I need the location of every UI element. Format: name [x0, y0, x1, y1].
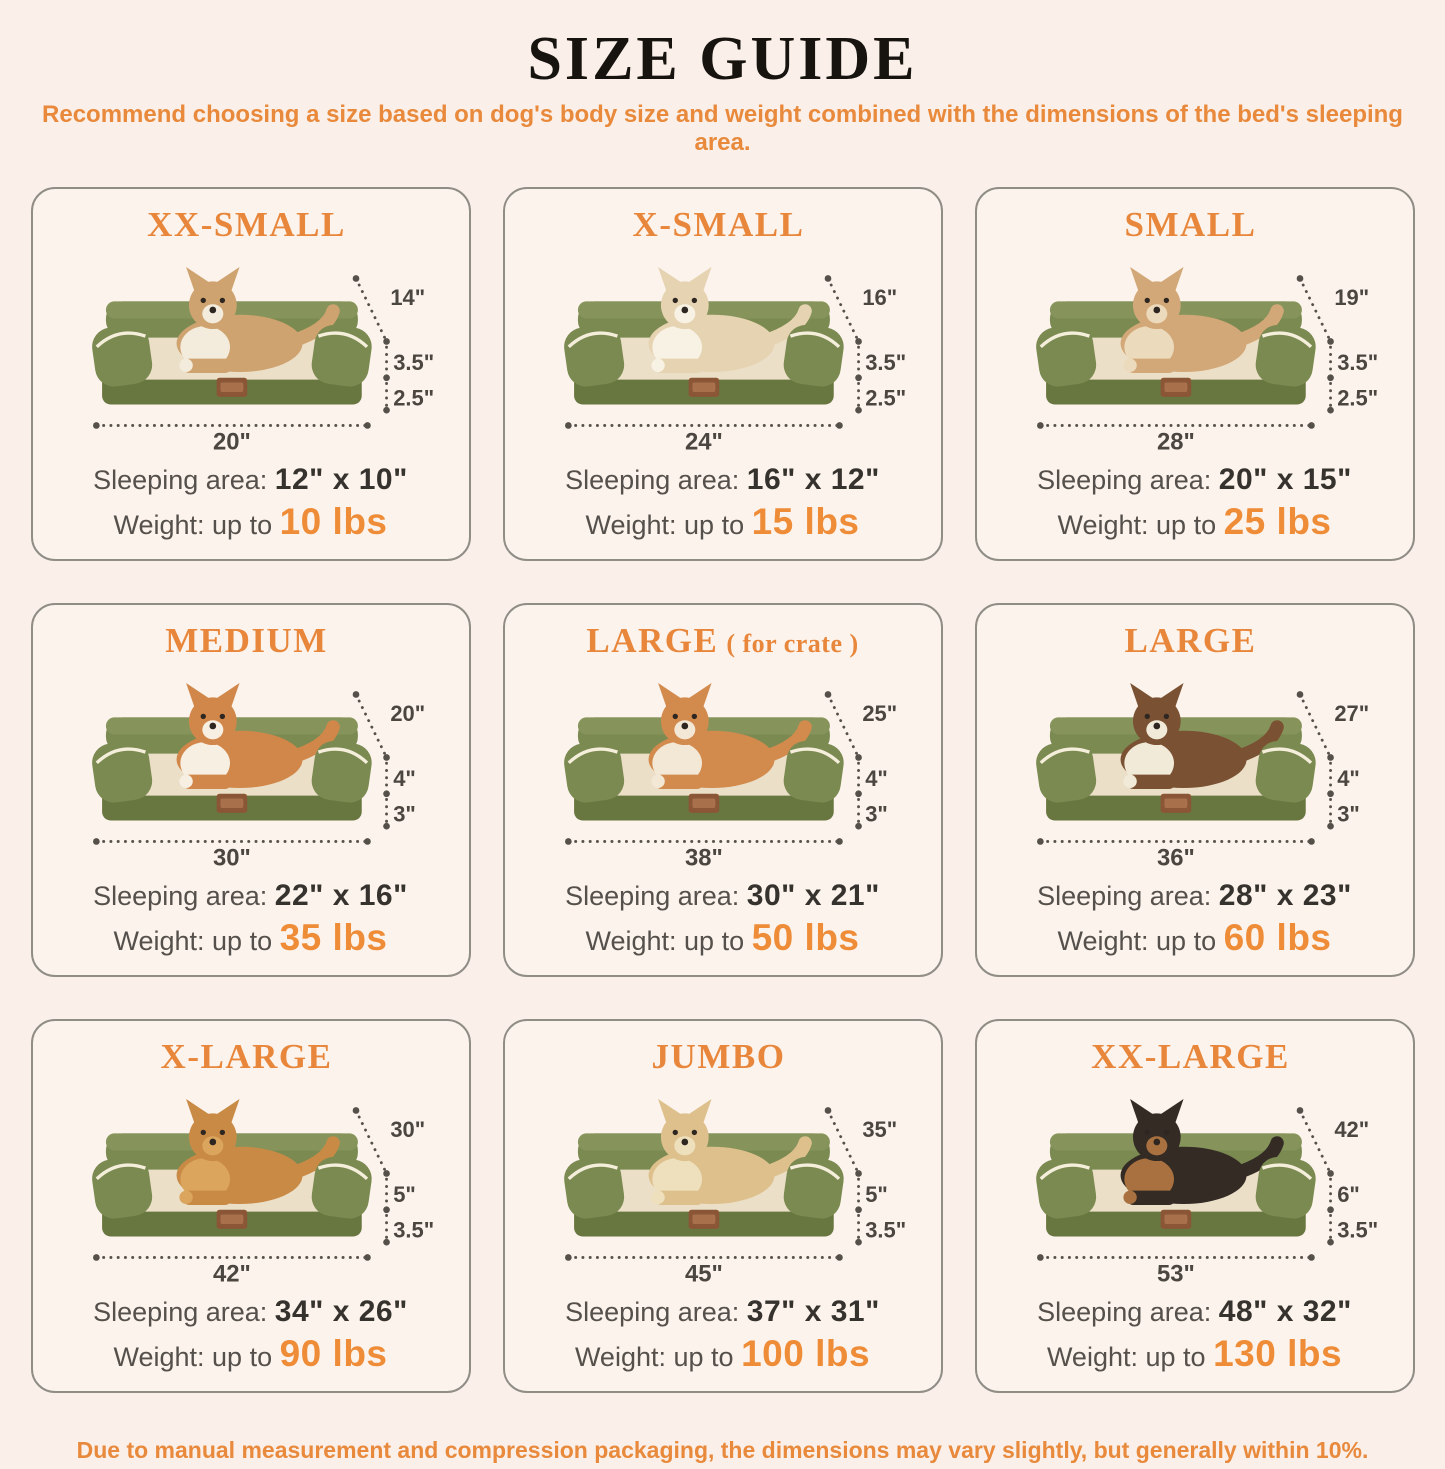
- pet-paw: [651, 359, 664, 372]
- size-card-medium: [31, 603, 471, 977]
- card-size-title: [513, 205, 933, 245]
- card-size-label: LARGE: [1124, 621, 1257, 660]
- dimension-dot: [383, 1239, 390, 1246]
- bed-left-arm: [89, 738, 154, 805]
- pet-paw: [1123, 359, 1136, 372]
- depth-dimension-label: 19": [1333, 285, 1369, 311]
- pet-nose: [209, 723, 216, 730]
- dimension-dot: [836, 422, 843, 429]
- card-size-label: LARGE: [586, 621, 719, 660]
- size-card-large: [975, 603, 1415, 977]
- bed-right-arm: [309, 322, 374, 389]
- bolster-height-label: 4": [864, 766, 888, 792]
- weight-line: [985, 501, 1405, 543]
- sleeping-area-line: [985, 463, 1405, 497]
- sleeping-area-line: [513, 1295, 933, 1329]
- weight-label: Weight: up to: [585, 926, 745, 956]
- dimension-dot: [1327, 1170, 1334, 1177]
- pet-paw: [179, 1191, 192, 1204]
- card-size-note: ( for crate ): [726, 629, 859, 658]
- brand-label-inner: [692, 799, 715, 809]
- bed-illustration: [985, 663, 1405, 871]
- sleeping-area-value: 37" x 31": [746, 1295, 880, 1328]
- weight-line: [41, 1333, 461, 1375]
- dimension-dot: [383, 1206, 390, 1213]
- base-height-label: 3": [392, 801, 416, 827]
- dimension-dot: [352, 275, 359, 282]
- sleeping-area-line: [41, 463, 461, 497]
- weight-value: 60 lbs: [1223, 917, 1332, 958]
- bed-left-arm: [89, 1154, 154, 1221]
- sleeping-area-value: 20" x 15": [1218, 463, 1352, 496]
- depth-dimension-label: 25": [861, 701, 897, 727]
- weight-value: 130 lbs: [1213, 1333, 1343, 1374]
- pet-nose: [681, 723, 688, 730]
- card-size-label: XX-LARGE: [1091, 1037, 1290, 1076]
- pet-nose: [209, 307, 216, 314]
- base-height-label: 3.5": [1336, 1217, 1378, 1243]
- pet-eye-left: [200, 298, 205, 303]
- bed-left-arm: [89, 322, 154, 389]
- weight-value: 15 lbs: [751, 501, 860, 542]
- bed-right-arm: [309, 738, 374, 805]
- bed-right-arm: [309, 1154, 374, 1221]
- dimension-dot: [855, 338, 862, 345]
- dimension-dot: [855, 407, 862, 414]
- dimension-dot: [1308, 422, 1315, 429]
- sleeping-area-label: Sleeping area:: [93, 881, 268, 911]
- brand-label-inner: [220, 799, 243, 809]
- dimension-dot: [1037, 422, 1044, 429]
- bed-photo: [985, 1079, 1405, 1287]
- width-dimension-label: 53": [1156, 1260, 1195, 1287]
- sleeping-area-label: Sleeping area:: [1037, 1297, 1212, 1327]
- dimension-dot: [1296, 691, 1303, 698]
- base-height-label: 2.5": [864, 385, 906, 411]
- dimension-dot: [93, 838, 100, 845]
- sleeping-area-label: Sleeping area:: [1037, 465, 1212, 495]
- pet-eye-left: [1144, 1130, 1149, 1135]
- dimension-dot: [364, 422, 371, 429]
- dimension-dot: [836, 838, 843, 845]
- bolster-height-label: 3.5": [1336, 350, 1378, 376]
- width-dimension-label: 20": [212, 428, 251, 455]
- dimension-dot: [383, 1170, 390, 1177]
- pet-eye-right: [1163, 714, 1168, 719]
- dimension-dot: [565, 422, 572, 429]
- bed-photo: [985, 663, 1405, 871]
- pet-paw: [179, 775, 192, 788]
- dimension-dot: [383, 338, 390, 345]
- dimension-dot: [352, 691, 359, 698]
- depth-dimension-label: 14": [389, 285, 425, 311]
- bed-right-arm: [1253, 738, 1318, 805]
- dimension-dot: [565, 838, 572, 845]
- weight-line: [41, 917, 461, 959]
- weight-label: Weight: up to: [113, 510, 273, 540]
- bolster-height-label: 6": [1336, 1182, 1360, 1208]
- sleeping-area-label: Sleeping area:: [93, 465, 268, 495]
- card-size-label: JUMBO: [651, 1037, 786, 1076]
- dimension-dot: [383, 823, 390, 830]
- pet-nose: [1153, 307, 1160, 314]
- card-size-title: [513, 1037, 933, 1077]
- bed-illustration: [985, 1079, 1405, 1287]
- bed-right-arm: [1253, 1154, 1318, 1221]
- bed-illustration: [41, 1079, 461, 1287]
- dimension-dot: [1327, 1239, 1334, 1246]
- size-card-large-crate: [503, 603, 943, 977]
- dimension-dot: [383, 374, 390, 381]
- bed-left-arm: [1033, 1154, 1098, 1221]
- base-height-label: 3": [1336, 801, 1360, 827]
- pet-eye-right: [219, 714, 224, 719]
- pet-paw: [1123, 775, 1136, 788]
- bolster-height-label: 5": [864, 1182, 888, 1208]
- sleeping-area-value: 22" x 16": [274, 879, 408, 912]
- bed-left-arm: [561, 738, 626, 805]
- pet-paw: [1123, 1191, 1136, 1204]
- pet-eye-right: [219, 298, 224, 303]
- weight-line: [513, 1333, 933, 1375]
- bed-illustration: [513, 247, 933, 455]
- base-height-label: 3.5": [864, 1217, 906, 1243]
- pet-nose: [1153, 723, 1160, 730]
- bed-illustration: [41, 247, 461, 455]
- sleeping-area-line: [41, 1295, 461, 1329]
- size-card-jumbo: [503, 1019, 943, 1393]
- weight-value: 25 lbs: [1223, 501, 1332, 542]
- dimension-dot: [1327, 790, 1334, 797]
- bed-right-arm: [781, 738, 846, 805]
- weight-label: Weight: up to: [574, 1342, 734, 1372]
- size-card-small: [975, 187, 1415, 561]
- weight-label: Weight: up to: [1046, 1342, 1206, 1372]
- bed-photo: [41, 1079, 461, 1287]
- size-card-xx-large: [975, 1019, 1415, 1393]
- depth-dimension-label: 16": [861, 285, 897, 311]
- base-height-label: 2.5": [1336, 385, 1378, 411]
- bed-left-arm: [561, 1154, 626, 1221]
- pet-eye-left: [200, 714, 205, 719]
- weight-line: [41, 501, 461, 543]
- depth-dimension-label: 42": [1333, 1117, 1369, 1143]
- weight-value: 90 lbs: [279, 1333, 388, 1374]
- dimension-dot: [855, 754, 862, 761]
- weight-line: [985, 917, 1405, 959]
- pet-eye-left: [672, 714, 677, 719]
- bed-right-arm: [1253, 322, 1318, 389]
- card-size-title: [985, 205, 1405, 245]
- weight-label: Weight: up to: [585, 510, 745, 540]
- dimension-dot: [855, 374, 862, 381]
- pet-eye-left: [200, 1130, 205, 1135]
- bolster-height-label: 4": [392, 766, 416, 792]
- dimension-dot: [1327, 1206, 1334, 1213]
- width-dimension-label: 36": [1156, 844, 1195, 871]
- bed-illustration: [985, 247, 1405, 455]
- footer-note: Due to manual measurement and compression packaging, the dimensions may vary slightly, but generally within 10%.: [76, 1437, 1369, 1463]
- dimension-dot: [1327, 407, 1334, 414]
- weight-line: [985, 1333, 1405, 1375]
- pet-nose: [1153, 1139, 1160, 1146]
- weight-value: 10 lbs: [279, 501, 388, 542]
- bed-illustration: [513, 1079, 933, 1287]
- width-dimension-label: 24": [684, 428, 723, 455]
- depth-dimension-label: 27": [1333, 701, 1369, 727]
- pet-eye-right: [691, 298, 696, 303]
- dimension-dot: [364, 1254, 371, 1261]
- bolster-height-label: 5": [392, 1182, 416, 1208]
- sleeping-area-value: 30" x 21": [746, 879, 880, 912]
- pet-eye-right: [691, 714, 696, 719]
- dimension-dot: [824, 1107, 831, 1114]
- sleeping-area-label: Sleeping area:: [565, 1297, 740, 1327]
- weight-label: Weight: up to: [1057, 926, 1217, 956]
- brand-label-inner: [220, 1215, 243, 1225]
- bed-illustration: [41, 663, 461, 871]
- bed-left-arm: [1033, 738, 1098, 805]
- dimension-dot: [1037, 1254, 1044, 1261]
- pet-paw: [651, 1191, 664, 1204]
- dimension-dot: [824, 691, 831, 698]
- weight-label: Weight: up to: [1057, 510, 1217, 540]
- dimension-dot: [824, 275, 831, 282]
- pet-eye-left: [1144, 714, 1149, 719]
- dimension-dot: [855, 1170, 862, 1177]
- pet-nose: [681, 1139, 688, 1146]
- bed-right-arm: [781, 1154, 846, 1221]
- dimension-dot: [855, 823, 862, 830]
- depth-dimension-label: 35": [861, 1117, 897, 1143]
- sleeping-area-value: 48" x 32": [1218, 1295, 1352, 1328]
- sleeping-area-value: 34" x 26": [274, 1295, 408, 1328]
- width-dimension-label: 30": [212, 844, 251, 871]
- card-size-label: MEDIUM: [165, 621, 328, 660]
- dimension-dot: [1327, 823, 1334, 830]
- dimension-dot: [565, 1254, 572, 1261]
- base-height-label: 2.5": [392, 385, 434, 411]
- dimension-dot: [1308, 838, 1315, 845]
- dimension-dot: [352, 1107, 359, 1114]
- weight-line: [513, 917, 933, 959]
- pet-paw: [651, 775, 664, 788]
- brand-label-inner: [692, 383, 715, 393]
- bed-photo: [513, 247, 933, 455]
- brand-label-inner: [1164, 799, 1187, 809]
- dimension-dot: [836, 1254, 843, 1261]
- bed-photo: [513, 1079, 933, 1287]
- pet-paw: [179, 359, 192, 372]
- pet-eye-right: [219, 1130, 224, 1135]
- card-size-label: X-LARGE: [160, 1037, 333, 1076]
- bed-left-arm: [1033, 322, 1098, 389]
- width-dimension-label: 28": [1156, 428, 1195, 455]
- base-height-label: 3.5": [392, 1217, 434, 1243]
- bed-photo: [985, 247, 1405, 455]
- brand-label-inner: [1164, 1215, 1187, 1225]
- dimension-dot: [93, 1254, 100, 1261]
- bed-illustration: [513, 663, 933, 871]
- brand-label-inner: [1164, 383, 1187, 393]
- sleeping-area-value: 16" x 12": [746, 463, 880, 496]
- sleeping-area-line: [513, 463, 933, 497]
- card-size-label: SMALL: [1124, 205, 1257, 244]
- sleeping-area-label: Sleeping area:: [565, 465, 740, 495]
- card-size-label: X-SMALL: [632, 205, 805, 244]
- pet-nose: [681, 307, 688, 314]
- size-card-x-large: [31, 1019, 471, 1393]
- pet-eye-left: [672, 298, 677, 303]
- page-title: SIZE GUIDE: [527, 25, 918, 93]
- sleeping-area-line: [985, 879, 1405, 913]
- dimension-dot: [383, 790, 390, 797]
- bed-left-arm: [561, 322, 626, 389]
- weight-value: 35 lbs: [279, 917, 388, 958]
- weight-label: Weight: up to: [113, 1342, 273, 1372]
- dimension-dot: [1327, 754, 1334, 761]
- weight-value: 100 lbs: [741, 1333, 871, 1374]
- sleeping-area-value: 12" x 10": [274, 463, 408, 496]
- dimension-dot: [364, 838, 371, 845]
- depth-dimension-label: 30": [389, 1117, 425, 1143]
- dimension-dot: [855, 1239, 862, 1246]
- dimension-dot: [1327, 338, 1334, 345]
- dimension-dot: [1296, 1107, 1303, 1114]
- dimension-dot: [855, 790, 862, 797]
- depth-dimension-label: 20": [389, 701, 425, 727]
- sleeping-area-label: Sleeping area:: [93, 1297, 268, 1327]
- sleeping-area-value: 28" x 23": [1218, 879, 1352, 912]
- bed-photo: [41, 663, 461, 871]
- dimension-dot: [383, 754, 390, 761]
- pet-eye-left: [672, 1130, 677, 1135]
- bed-photo: [513, 663, 933, 871]
- card-size-label: XX-SMALL: [147, 205, 346, 244]
- pet-eye-right: [691, 1130, 696, 1135]
- dimension-dot: [383, 407, 390, 414]
- card-size-title: [985, 1037, 1405, 1077]
- dimension-dot: [93, 422, 100, 429]
- dimension-dot: [1296, 275, 1303, 282]
- dimension-dot: [1308, 1254, 1315, 1261]
- weight-value: 50 lbs: [751, 917, 860, 958]
- sleeping-area-line: [41, 879, 461, 913]
- width-dimension-label: 38": [684, 844, 723, 871]
- card-size-title: [41, 621, 461, 661]
- bolster-height-label: 3.5": [864, 350, 906, 376]
- size-card-xx-small: [31, 187, 471, 561]
- width-dimension-label: 45": [684, 1260, 723, 1287]
- pet-eye-right: [1163, 1130, 1168, 1135]
- dimension-dot: [1037, 838, 1044, 845]
- dimension-dot: [1327, 374, 1334, 381]
- pet-eye-right: [1163, 298, 1168, 303]
- sleeping-area-label: Sleeping area:: [565, 881, 740, 911]
- size-grid: [0, 187, 1445, 1393]
- weight-line: [513, 501, 933, 543]
- sleeping-area-line: [513, 879, 933, 913]
- bed-photo: [41, 247, 461, 455]
- bed-right-arm: [781, 322, 846, 389]
- card-size-title: [513, 621, 933, 661]
- weight-label: Weight: up to: [113, 926, 273, 956]
- sleeping-area-line: [985, 1295, 1405, 1329]
- card-size-title: [41, 1037, 461, 1077]
- brand-label-inner: [220, 383, 243, 393]
- card-size-title: [985, 621, 1405, 661]
- width-dimension-label: 42": [212, 1260, 251, 1287]
- pet-nose: [209, 1139, 216, 1146]
- brand-label-inner: [692, 1215, 715, 1225]
- sleeping-area-label: Sleeping area:: [1037, 881, 1212, 911]
- size-card-x-small: [503, 187, 943, 561]
- dimension-dot: [855, 1206, 862, 1213]
- page-subtitle: Recommend choosing a size based on dog's body size and weight combined with the dimensions of the bed's sleeping area.: [42, 101, 1403, 156]
- pet-eye-left: [1144, 298, 1149, 303]
- bolster-height-label: 3.5": [392, 350, 434, 376]
- base-height-label: 3": [864, 801, 888, 827]
- card-size-title: [41, 205, 461, 245]
- bolster-height-label: 4": [1336, 766, 1360, 792]
